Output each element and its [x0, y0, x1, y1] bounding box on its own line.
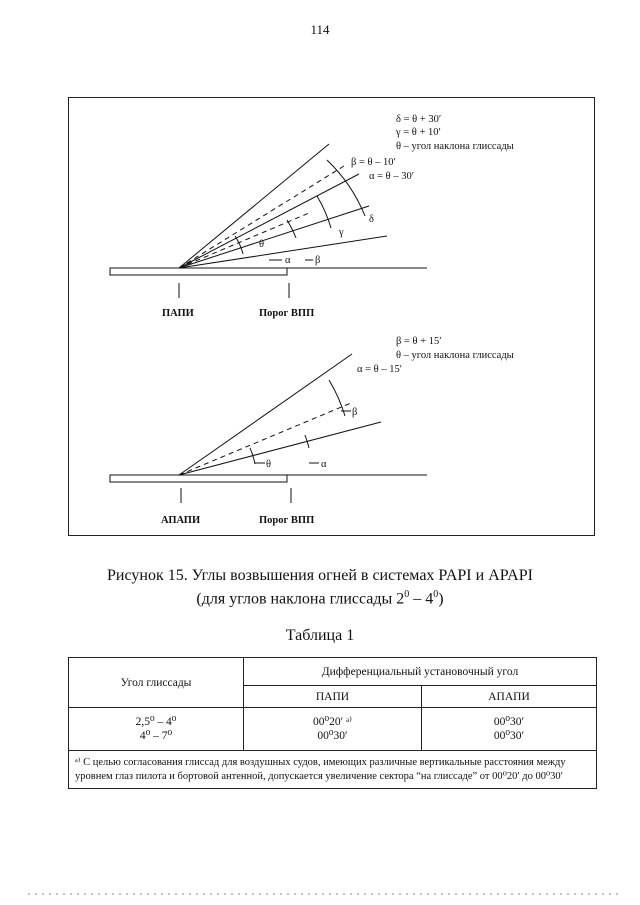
ray-theta — [179, 166, 344, 268]
cell-papi: 00⁰20′ ᵃ⁾ 00⁰30′ — [244, 708, 422, 751]
label-threshold-bottom: Порог ВПП — [259, 515, 315, 526]
legend-gamma: γ = θ + 10′ — [396, 127, 441, 138]
label-beta: β — [315, 255, 321, 266]
cell-apapi: 00⁰30′ 00⁰30′ — [422, 708, 597, 751]
legend-alpha-b: α = θ – 15′ — [357, 364, 402, 375]
papi-ground-bar — [110, 268, 287, 275]
page-number: 114 — [310, 22, 330, 37]
legend-theta-b: θ – угол наклона глиссады — [396, 350, 514, 361]
label-alpha-b: α — [321, 459, 327, 470]
arc-theta — [235, 236, 243, 254]
label-apapi: АПАПИ — [161, 515, 201, 526]
legend-beta: β = θ – 10′ — [351, 157, 396, 168]
figure-caption — [0, 566, 640, 608]
figure-diagram — [69, 98, 596, 537]
table-row — [69, 708, 597, 751]
label-theta-b: θ — [266, 459, 272, 470]
table-title: Таблица 1 — [285, 627, 355, 644]
legend-delta: δ = θ + 30′ — [396, 114, 442, 125]
header-glide-angle: Угол глиссады — [69, 658, 244, 708]
footnote — [69, 751, 597, 789]
legend-theta: θ – угол наклона глиссады — [396, 141, 514, 152]
label-delta: δ — [369, 214, 374, 225]
legend-beta-b: β = θ + 15′ — [396, 336, 442, 347]
apapi-ground-bar — [110, 475, 287, 482]
label-beta-b: β — [352, 407, 358, 418]
arc-beta — [287, 220, 296, 238]
label-theta: θ — [259, 239, 265, 250]
caption-line1: Рисунок 15. Углы возвышения огней в системах PAPI и APAPI — [107, 567, 533, 584]
ray-alpha-b — [179, 422, 381, 475]
header-apapi: АПАПИ — [422, 686, 597, 708]
cell-glide: 2,5⁰ – 4⁰ 4⁰ – 7⁰ — [69, 708, 244, 751]
ray-delta — [179, 144, 329, 268]
header-papi: ПАПИ — [244, 686, 422, 708]
legend-alpha: α = θ – 30′ — [369, 171, 414, 182]
header-differential-angle: Дифференциальный установочный угол — [244, 658, 597, 686]
figure-frame — [68, 97, 595, 536]
apapi-diagram — [110, 354, 427, 503]
ray-beta-b — [179, 354, 352, 475]
label-threshold-top: Порог ВПП — [259, 308, 315, 319]
label-papi: ПАПИ — [162, 308, 194, 319]
footnote-line2: уровнем глаз пилота и бортовой антенной, допускается увеличение сектора “на глиссаде” от 00⁰20′ до 00⁰30′ — [75, 771, 563, 782]
arc-gamma — [317, 196, 331, 228]
footnote-row — [69, 751, 597, 789]
scan-artifact-dots — [28, 893, 618, 895]
caption-line2: (для углов наклона глиссады $2^0 - 4^0$) — [196, 589, 444, 608]
angles-table — [68, 657, 597, 789]
label-alpha: α — [285, 255, 291, 266]
footnote-line1: ᵃ⁾ С целью согласования глиссад для воздушных судов, имеющих различные вертикальные расстояния между — [75, 757, 566, 768]
label-gamma: γ — [339, 227, 344, 238]
